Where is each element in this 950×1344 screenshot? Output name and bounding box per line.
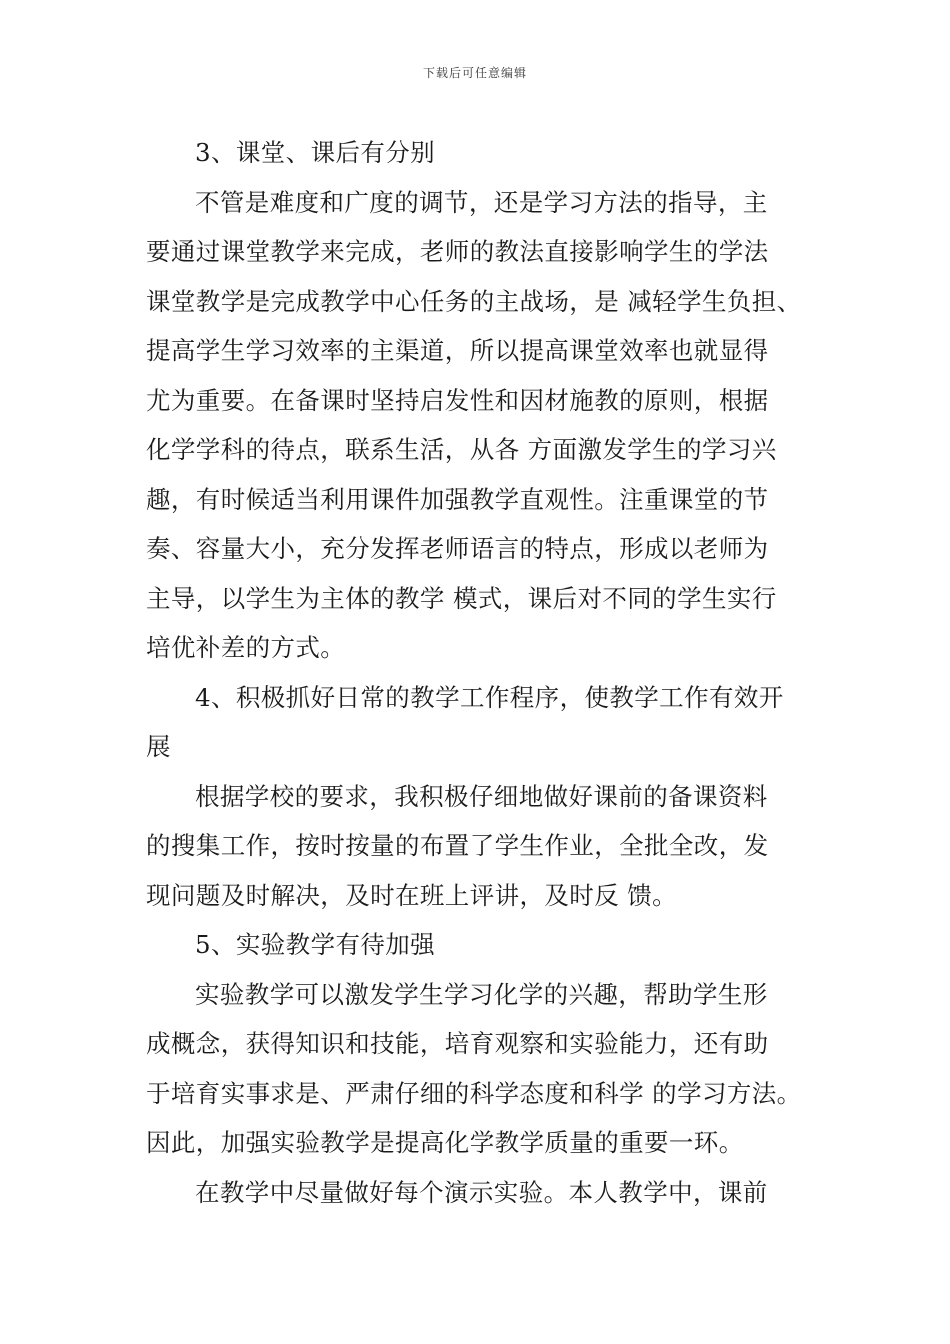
paragraph-line: 奏、容量大小，充分发挥老师语言的特点，形成以老师为 bbox=[146, 534, 769, 563]
paragraph-line: 尤为重要。在备课时坚持启发性和因材施教的原则，根据 bbox=[146, 385, 769, 415]
paragraph-line: 不管是难度和广度的调节，还是学习方法的指导，主 bbox=[195, 187, 768, 217]
body-text bbox=[146, 128, 826, 1217]
paragraph-line: 于培育实事求是、严肃仔细的科学态度和科学 的学习方法。 bbox=[146, 1078, 802, 1108]
paragraph-line: 成概念，获得知识和技能，培育观察和实验能力，还有助 bbox=[146, 1029, 769, 1058]
paragraph-line: 的搜集工作，按时按量的布置了学生作业，全批全改，发 bbox=[146, 831, 769, 860]
paragraph-line: 提高学生学习效率的主渠道，所以提高课堂效率也就显得 bbox=[146, 336, 769, 365]
paragraph-line: 实验教学可以激发学生学习化学的兴趣，帮助学生形 bbox=[195, 979, 768, 1009]
paragraph-line: 要通过课堂教学来完成，老师的教法直接影响学生的学法 bbox=[146, 237, 769, 266]
paragraph-line: 趣，有时候适当利用课件加强教学直观性。注重课堂的节 bbox=[146, 484, 769, 514]
paragraph-line: 课堂教学是完成教学中心任务的主战场，是 减轻学生负担、 bbox=[146, 286, 802, 316]
paragraph-line: 化学学科的待点，联系生活，从各 方面激发学生的学习兴 bbox=[146, 435, 777, 464]
section-heading-5: 5、实验教学有待加强 bbox=[195, 930, 436, 959]
section-heading-4: 4、积极抓好日常的教学工作程序，使教学工作有效开 bbox=[195, 682, 784, 712]
paragraph-line: 在教学中尽量做好每个演示实验。本人教学中，课前 bbox=[195, 1177, 768, 1207]
section-heading-3: 3、课堂、课后有分别 bbox=[195, 138, 436, 167]
page-header: 下载后可任意编辑 bbox=[422, 66, 527, 80]
paragraph-line: 因此，加强实验教学是提高化学教学质量的重要一环。 bbox=[146, 1128, 744, 1157]
paragraph-line: 现问题及时解决，及时在班上评讲，及时反 馈。 bbox=[146, 880, 678, 910]
paragraph-line: 主导，以学生为主体的教学 模式，课后对不同的学生实行 bbox=[146, 583, 777, 613]
section-heading-4-continued: 展 bbox=[146, 732, 171, 761]
paragraph-line: 根据学校的要求，我积极仔细地做好课前的备课资料 bbox=[195, 781, 768, 811]
paragraph-line: 培优补差的方式。 bbox=[146, 633, 346, 662]
